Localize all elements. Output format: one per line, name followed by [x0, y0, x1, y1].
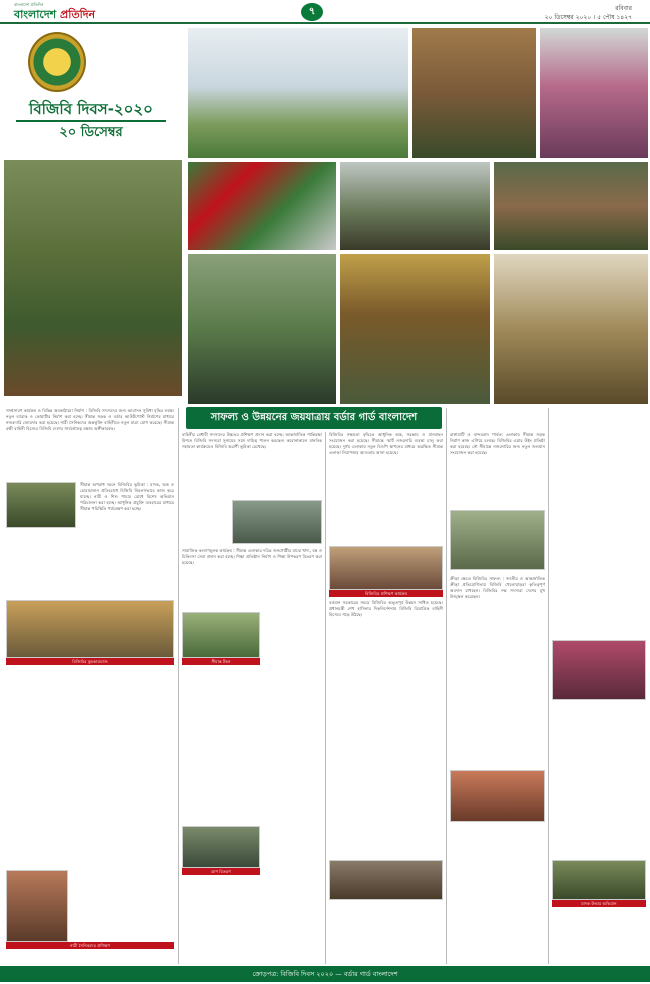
feature-title-line1: বিজিবি দিবস-২০২০	[29, 100, 153, 118]
photo-women-soldiers	[494, 162, 648, 250]
photo-inline	[329, 546, 443, 590]
photo-inline	[6, 600, 174, 658]
photo-inline	[450, 770, 545, 822]
photo-inline	[232, 500, 322, 544]
masthead-date: ২০ ডিসেম্বর ২০২০ । ৫ পৌষ ১৪২৭	[544, 14, 632, 21]
photo-camel-corps	[494, 254, 648, 404]
column-rule	[178, 408, 179, 964]
photo-vehicles	[340, 162, 490, 250]
photo-caption: বিজিবির কুচকাওয়াজ	[6, 658, 174, 665]
section-headline: সাফল্য ও উন্নয়নের জয়যাত্রায় বর্ডার গার্ড বাংলাদেশ	[186, 407, 442, 429]
photo-inline	[450, 510, 545, 570]
photo-inline	[329, 860, 443, 900]
article-paragraph: সম্প্রসারণ কার্যক্রম ও বিভিন্ন অবকাঠামো নির্মাণ : বিজিবি সদস্যদের জন্য আবাসন সুবিধা বৃদ্ধির লক্ষ্যে নতুন ব্যারাক ও কোয়ার্টার নির্মাণ করা হচ্ছে। সীমান্ত সড়ক ও বর্ডার আউটপোস্ট নির্মাণের মাধ্যমে নজরদারি জোরদার করা হয়েছে। নারী সৈনিকদের অন্তর্ভুক্তি বাহিনীতে নতুন মাত্রা যোগ করেছে। সীমান্ত রক্ষী বাহিনী হিসেবে বিজিবি দেশের সার্বভৌমত্ব রক্ষায় অঙ্গীকারবদ্ধ।	[6, 408, 174, 431]
photo-caption: মাদক উদ্ধার অভিযান	[552, 900, 646, 907]
photo-prime-minister	[540, 28, 648, 158]
photo-caption: বিজিবির প্রশিক্ষণ কার্যক্রম	[329, 590, 443, 597]
newspaper-logo: বাংলাদেশ প্রতিদিন	[14, 8, 96, 21]
article-column-3	[329, 432, 443, 502]
column-rule	[548, 408, 549, 964]
masthead	[0, 0, 650, 24]
feature-title	[16, 100, 166, 141]
photo-caption: ত্রাণ বিতরণ	[182, 868, 260, 875]
masthead-small-tag: বাংলাদেশ প্রতিদিন	[14, 2, 44, 7]
photo-inline	[6, 870, 68, 942]
photo-guards	[340, 254, 490, 404]
footer-band: ক্রোড়পত্র: বিজিবি দিবস ২০২০ — বর্ডার গার্ড বাংলাদেশ	[0, 966, 650, 982]
article-paragraph: বাহিনীর মেধাবী সদস্যদের উচ্চতর প্রশিক্ষণ প্রদান করা হচ্ছে। আন্তর্জাতিক শান্তিরক্ষা মিশনে বিজিবি সদস্যরা সুনামের সঙ্গে দায়িত্ব পালন করছেন। করোনাকালে মানবিক সহায়তা কার্যক্রমেও বিজিবি অগ্রণী ভূমিকা রেখেছে।	[182, 432, 322, 449]
article-paragraph: সামাজিক কল্যাণমূলক কার্যক্রম : সীমান্ত এলাকার দরিদ্র জনগোষ্ঠীর মাঝে খাদ্য, বস্ত্র ও চিকিৎসা সেবা প্রদান করা হচ্ছে। শিক্ষা প্রতিষ্ঠান নির্মাণ ও শিক্ষা উপকরণ বিতরণ করা হয়েছে।	[182, 548, 322, 565]
photo-motorcycle-squad	[188, 254, 336, 404]
article-column-1	[6, 408, 174, 478]
article-column-4	[450, 432, 545, 502]
article-column-3b	[329, 600, 443, 660]
article-paragraph: বর্তমান সরকারের সময়ে বিজিবির অভূতপূর্ব উন্নয়ন সাধিত হয়েছে। প্রধানমন্ত্রী শেখ হাসিনার দিকনির্দেশনায় বিজিবি ত্রিমাত্রিক বাহিনী হিসেবে গড়ে উঠছে।	[329, 600, 443, 617]
photo-inline	[552, 640, 646, 700]
column-rule	[446, 408, 447, 964]
photo-caption: নারী সৈনিকদের প্রশিক্ষণ	[6, 942, 174, 949]
photo-inline	[182, 826, 260, 868]
page-number: ৭	[301, 3, 323, 21]
photo-inline	[552, 860, 646, 900]
masthead-day: রবিবার	[615, 5, 632, 12]
feature-title-line2: ২০ ডিসেম্বর	[16, 120, 166, 141]
article-paragraph: ক্রীড়া ক্ষেত্রে বিজিবির সাফল্য : জাতীয় ও আন্তর্জাতিক ক্রীড়া প্রতিযোগিতায় বিজিবি খেলোয়াড়রা কৃতিত্বপূর্ণ অবদান রাখছেন। বিজিবির দক্ষ সদস্যরা দেশের মুখ উজ্জ্বল করেছেন।	[450, 576, 545, 599]
column-rule	[325, 432, 326, 964]
article-column-1b	[80, 482, 174, 528]
photo-inline	[182, 612, 260, 658]
article-paragraph: বিজিবির সক্ষমতা বৃদ্ধিতে আধুনিক অস্ত্র, সরঞ্জাম ও যানবাহন সংযোজন করা হয়েছে। সীমান্তে স্মার্ট নজরদারি ব্যবস্থা চালু করা হয়েছে। দুর্গম এলাকায় নতুন বিওপি স্থাপনের মাধ্যমে অরক্ষিত সীমান্ত এলাকা নিরাপত্তার আওতায় আনা হয়েছে।	[329, 432, 443, 455]
photo-memorial	[188, 28, 408, 158]
article-paragraph: রাঙ্গামাটি ও বান্দরবান পার্বত্য এলাকায় সীমান্ত সড়ক নির্মাণ কাজ এগিয়ে চলছে। বিজিবির এয়ার উইং প্রতিষ্ঠা করা হয়েছে। নৌ সীমান্তে নজরদারির জন্য নতুন জলযান সংযোজন করা হয়েছে।	[450, 432, 545, 455]
article-column-4b	[450, 576, 545, 636]
photo-flags-parade	[188, 162, 336, 250]
bgb-emblem-icon	[28, 32, 86, 92]
article-column-2	[182, 432, 322, 502]
article-paragraph: সীমান্ত অপরাধ দমনে বিজিবির ভূমিকা : মাদক, অস্ত্র ও চোরাচালান প্রতিরোধে বিজিবি নিরলসভাবে কাজ করে যাচ্ছে। নারী ও শিশু পাচার রোধে বিশেষ অভিযান পরিচালনা করা হচ্ছে। আধুনিক প্রযুক্তি ব্যবহারের মাধ্যমে সীমান্ত পরিস্থিতি পর্যবেক্ষণ করা হচ্ছে।	[80, 482, 174, 511]
photo-parade-salute	[412, 28, 536, 158]
photo-soldiers-left	[4, 160, 182, 396]
photo-inline	[6, 482, 76, 528]
photo-caption: সীমান্ত টহল	[182, 658, 260, 665]
article-column-2b	[182, 548, 322, 608]
